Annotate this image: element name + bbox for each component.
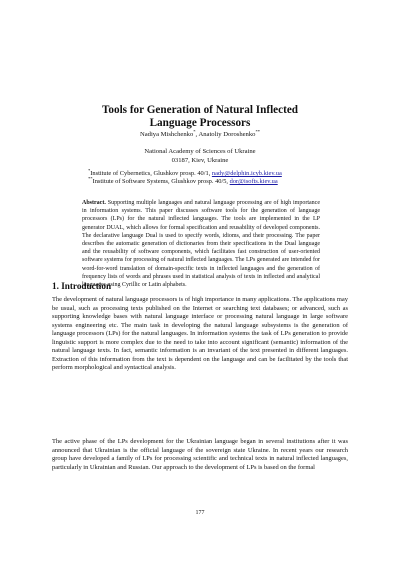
author-name: Anatoliy Doroshenko [198, 131, 256, 138]
address-mark: ** [88, 175, 93, 181]
abstract-label: Abstract. [82, 200, 106, 206]
affiliation [60, 147, 340, 165]
title-line-2: Language Processors [149, 117, 251, 129]
email-link[interactable]: nady@delphin.icyb.kiev.ua [211, 170, 282, 177]
page-number: 177 [195, 510, 205, 516]
address-text: Institute of Cybernetics, Glushkov prosp. 40/1, [90, 170, 212, 177]
address-line-2 [88, 175, 328, 186]
author-name: Nadiya Mishchenko [139, 131, 194, 138]
author-mark: * [193, 128, 196, 134]
email-link[interactable]: dor@isofts.kiev.ua [229, 178, 278, 185]
affiliation-line-1: National Academy of Sciences of Ukraine [144, 148, 256, 155]
author-separator: , [195, 131, 199, 138]
abstract [82, 199, 320, 289]
address-mark: * [88, 167, 91, 173]
body-paragraph: The development of natural language processors is of high importance in many applications. The applications may be usual, such as processing texts published on the Internet or searching text databases; or advanced, such as supporting knowledge bases with natural language interface or processing natural language in large software systems engineering etc. The main task in developing the natural language subsystems is the generation of language processors (LPs) for the natural languages. In information systems the task of LPs generation to provide linguistic support is more complex due to the need to take into account significant (semantic) information of the natural language texts. In fact, semantic information is an invariant of the text presented in different languages. Extraction of this information from the text is dependent on the language and can be facilitated by the tools that perform morphological and syntactical analysis. [52, 296, 348, 372]
section-heading: 1. Introduction [52, 281, 112, 291]
abstract-text: Supporting multiple languages and natural language processing are of high importance in information systems. This paper discusses software tools for the generation of language processors (LPs) for the natural inflected languages. The tools are implemented in the LP generator DUAL, which allows for formal specification and reusability of developed components. The declarative language Dual is used to specify words, idioms, and their processing. The paper describes the automatic generation of dictionaries from their specifications in the Dual language and the reusability of software components, which facilitates fast construction of user-oriented software systems for processing of natural inflected languages. The LPs generated are intended for word-for-word translation of domain-specific texts in inflected languages and the generation of frequency lists of words and phrases used in statistical analysis of texts in inflected and analytical languages using Cyrillic or Latin alphabets. [82, 200, 320, 289]
author-list [60, 128, 340, 139]
title-line-1: Tools for Generation of Natural Inflected [101, 104, 299, 116]
body-paragraph: The active phase of the LPs development for the Ukrainian language began in several institutions after it was announced that Ukrainian is the official language of the sovereign state Ukraine. In recent years our research group have developed a family of LPs for processing scientific and technical texts in natural inflected languages, particularly in Ukrainian and Russian. Our approach to the development of LPs is based on the formal [52, 438, 348, 471]
address-line-1 [88, 167, 328, 178]
affiliation-line-2: 03187, Kiev, Ukraine [171, 157, 229, 164]
author-addresses [88, 167, 328, 186]
address-text: Institute of Software Systems, Glushkov prosp. 40/5, [92, 178, 230, 185]
author-mark: ** [255, 128, 261, 134]
paper-title [60, 104, 340, 130]
